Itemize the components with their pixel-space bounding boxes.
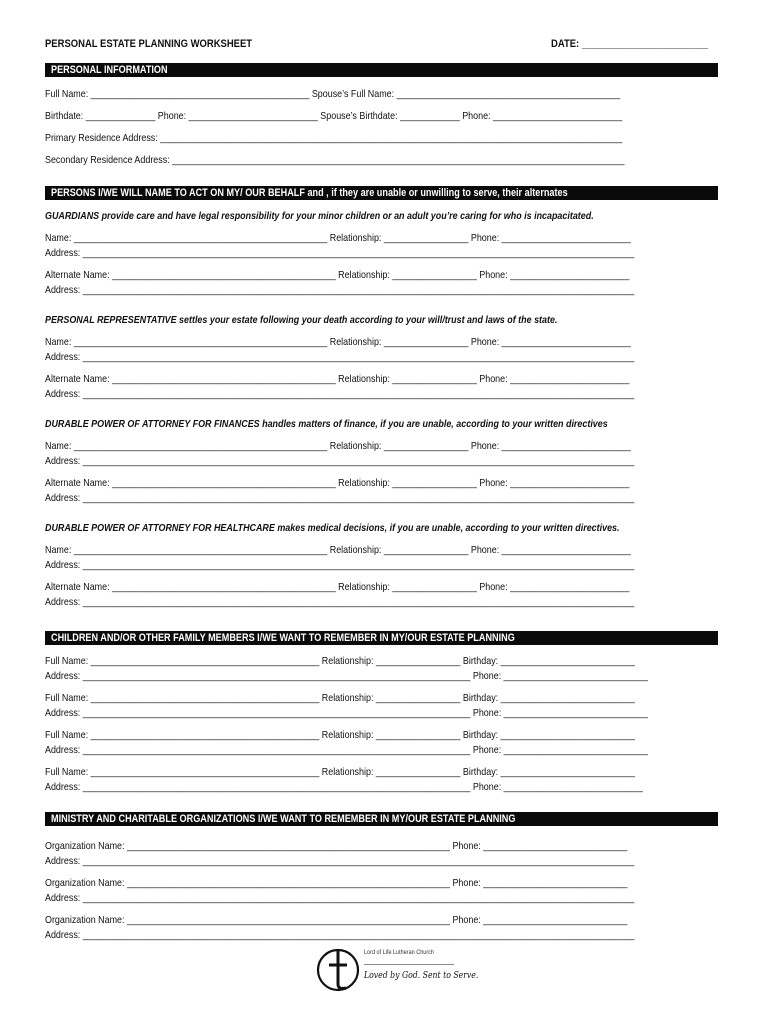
section-heading: MINISTRY AND CHARITABLE ORGANIZATIONS I/WE WANT TO REMEMBER IN MY/OUR ESTATE PLANNING xyxy=(51,813,516,825)
form-line[interactable]: Address: _______________________________________________________________________________________________________________ xyxy=(45,930,635,941)
form-line[interactable]: Address: _______________________________________________________________________________________________________________ xyxy=(45,389,635,400)
form-line[interactable]: Name: ___________________________________________________ Relationship: _________________ Phone: __________________________ xyxy=(45,233,631,244)
form-line[interactable]: Alternate Name: _____________________________________________ Relationship: _________________ Phone: ________________________ xyxy=(45,374,630,385)
form-line[interactable]: Address: _______________________________________________________________________________________________________________ xyxy=(45,893,635,904)
section-heading: PERSONAL INFORMATION xyxy=(51,64,168,76)
form-line[interactable]: Alternate Name: _____________________________________________ Relationship: _________________ Phone: ________________________ xyxy=(45,270,630,281)
form-line[interactable]: Full Name: ______________________________________________ Relationship: _________________ Birthday: ___________________________ xyxy=(45,767,635,778)
healthcare-note: DURABLE POWER OF ATTORNEY FOR HEALTHCARE makes medical decisions, if you are unable, according to your written directives. xyxy=(45,523,620,534)
date-field[interactable]: DATE: ________________________ xyxy=(551,38,709,50)
form-line[interactable]: Full Name: ______________________________________________ Relationship: _________________ Birthday: ___________________________ xyxy=(45,656,635,667)
form-line[interactable]: Name: ___________________________________________________ Relationship: _________________ Phone: __________________________ xyxy=(45,545,631,556)
form-line[interactable]: Alternate Name: _____________________________________________ Relationship: _________________ Phone: ________________________ xyxy=(45,478,630,489)
form-line[interactable]: Primary Residence Address: _____________________________________________________________________________________________ xyxy=(45,133,623,144)
form-line[interactable]: Address: _______________________________________________________________________________________________________________ xyxy=(45,856,635,867)
form-line[interactable]: Address: _______________________________________________________________________________________________________________ xyxy=(45,456,635,467)
section-bar-children xyxy=(45,631,718,645)
form-line[interactable]: Birthdate: ______________ Phone: __________________________ Spouse’s Birthdate: ____________ Phone: __________________________ xyxy=(45,111,623,122)
section-heading: PERSONS I/WE WILL NAME TO ACT ON MY/ OUR BEHALF and , if they are unable or unwilling to serve, their alternates xyxy=(51,187,568,199)
form-line[interactable]: Secondary Residence Address: ___________________________________________________________________________________________ xyxy=(45,155,625,166)
form-line[interactable]: Address: _______________________________________________________________________________________________________________ xyxy=(45,352,635,363)
representative-note: PERSONAL REPRESENTATIVE settles your estate following your death according to your will/trust and laws of the state. xyxy=(45,315,558,326)
guardians-note: GUARDIANS provide care and have legal responsibility for your minor children or an adult you’re caring for who is incapacitated. xyxy=(45,211,594,222)
form-line[interactable]: Address: _______________________________________________________________________________________________________________ xyxy=(45,248,635,259)
section-heading: CHILDREN AND/OR OTHER FAMILY MEMBERS I/WE WANT TO REMEMBER IN MY/OUR ESTATE PLANNING xyxy=(51,632,515,644)
form-line[interactable]: Address: ______________________________________________________________________________ Phone: _____________________________ xyxy=(45,671,648,682)
section-bar-persons xyxy=(45,186,718,200)
form-line[interactable]: Address: ______________________________________________________________________________ Phone: _____________________________ xyxy=(45,745,648,756)
form-line[interactable]: Address: _______________________________________________________________________________________________________________ xyxy=(45,560,635,571)
form-line[interactable]: Full Name: ______________________________________________ Relationship: _________________ Birthday: ___________________________ xyxy=(45,730,635,741)
section-bar-ministry xyxy=(45,812,718,826)
form-line[interactable]: Address: ______________________________________________________________________________ Phone: ____________________________ xyxy=(45,782,643,793)
form-line[interactable]: Address: _______________________________________________________________________________________________________________ xyxy=(45,285,635,296)
church-tagline: Loved by God. Sent to Serve. xyxy=(364,971,479,981)
form-line[interactable]: Full Name: ______________________________________________ Relationship: _________________ Birthday: ___________________________ xyxy=(45,693,635,704)
form-line[interactable]: Address: ______________________________________________________________________________ Phone: _____________________________ xyxy=(45,708,648,719)
finances-note: DURABLE POWER OF ATTORNEY FOR FINANCES handles matters of finance, if you are unable, according to your written directives xyxy=(45,419,608,430)
church-name: Lord of Life Lutheran Church xyxy=(364,949,434,956)
form-line[interactable]: Alternate Name: _____________________________________________ Relationship: _________________ Phone: ________________________ xyxy=(45,582,630,593)
form-line[interactable]: Organization Name: _________________________________________________________________ Phone: _____________________________ xyxy=(45,878,628,889)
section-bar-personal xyxy=(45,63,718,77)
worksheet-title: PERSONAL ESTATE PLANNING WORKSHEET xyxy=(45,38,253,50)
logo-divider xyxy=(364,964,454,965)
form-line[interactable]: Address: _______________________________________________________________________________________________________________ xyxy=(45,597,635,608)
form-line[interactable]: Full Name: ____________________________________________ Spouse’s Full Name: _____________________________________________ xyxy=(45,89,621,100)
form-line[interactable]: Name: ___________________________________________________ Relationship: _________________ Phone: __________________________ xyxy=(45,337,631,348)
form-line[interactable]: Organization Name: _________________________________________________________________ Phone: _____________________________ xyxy=(45,915,628,926)
form-line[interactable]: Name: ___________________________________________________ Relationship: _________________ Phone: __________________________ xyxy=(45,441,631,452)
church-logo xyxy=(316,944,479,996)
form-line[interactable]: Organization Name: _________________________________________________________________ Phone: _____________________________ xyxy=(45,841,628,852)
form-line[interactable]: Address: _______________________________________________________________________________________________________________ xyxy=(45,493,635,504)
